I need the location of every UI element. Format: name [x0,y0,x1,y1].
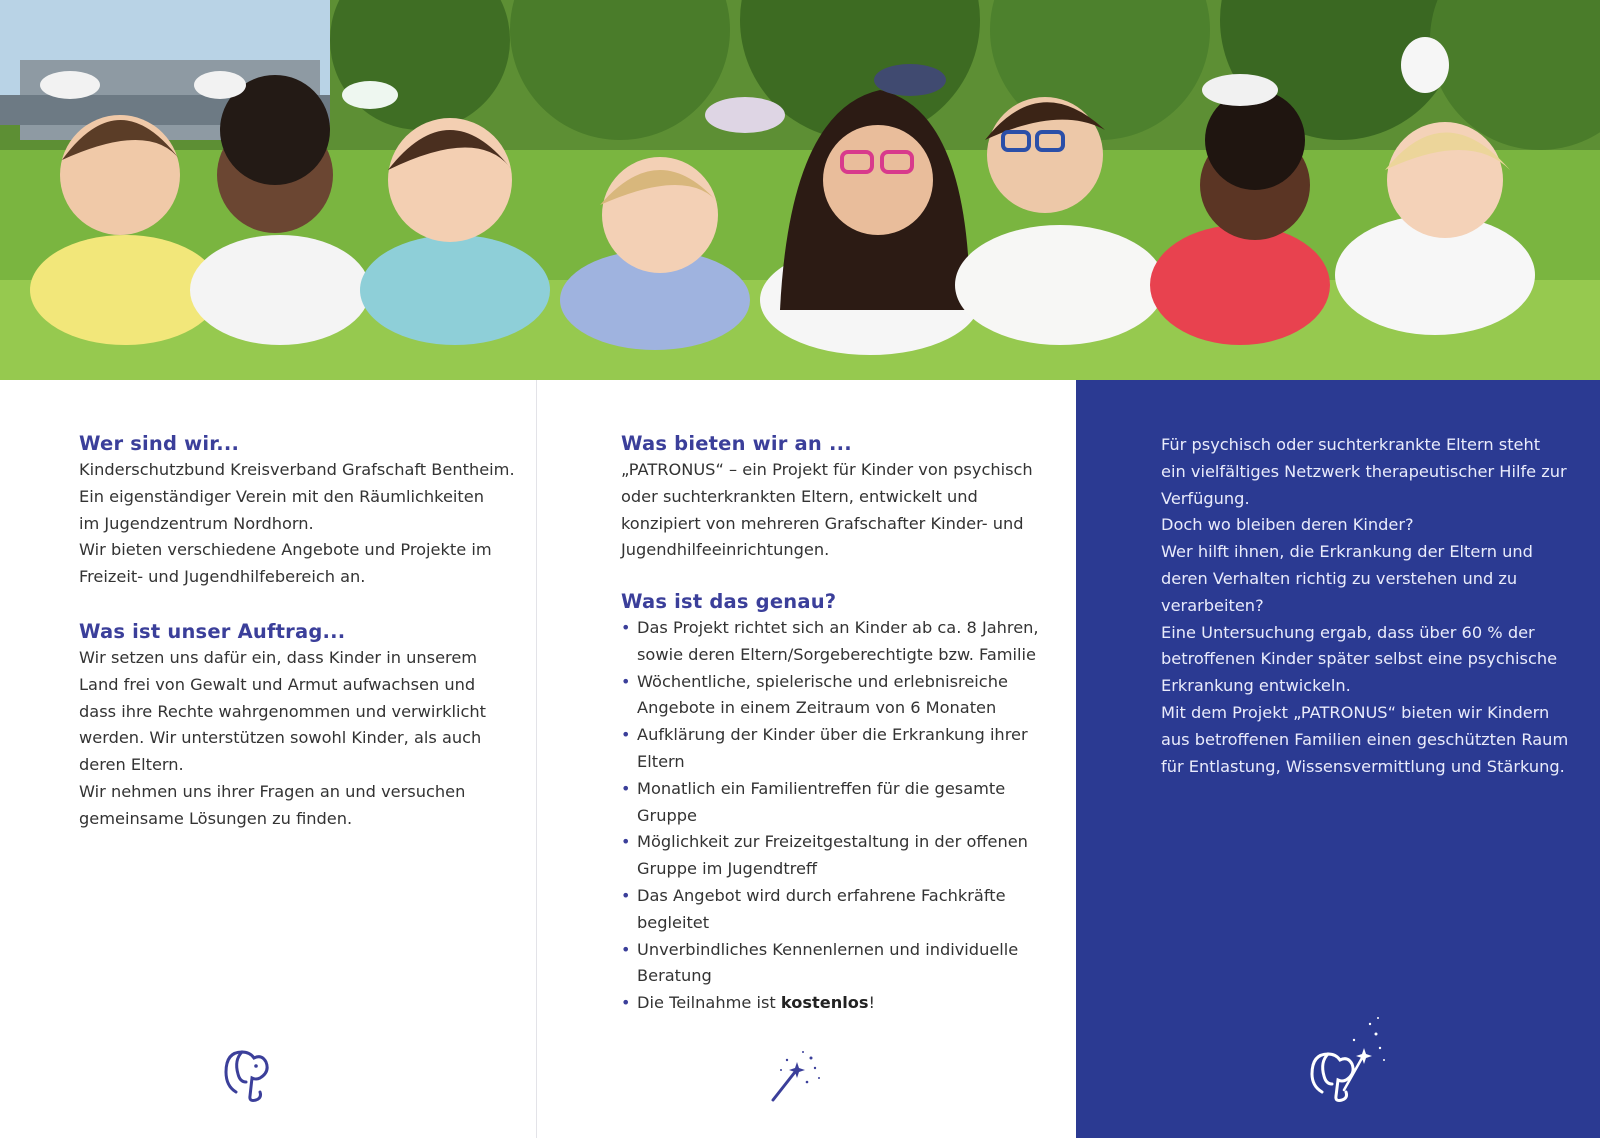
list-item: • Möglichkeit zur Freizeitgestaltung in der offenen Gruppe im Jugendtreff [621,829,1051,883]
section-our-mission [79,620,519,833]
list-item: • Das Angebot wird durch erfahrene Fachkräfte begleitet [621,883,1051,937]
free-emphasis: kostenlos [780,993,869,1013]
section-what-we-offer [621,432,1051,564]
bullet-icon: • [621,778,631,798]
list-item: • Aufklärung der Kinder über die Erkrankung ihrer Eltern [621,722,1051,776]
children-on-grass-illustration [0,0,1600,380]
left-panel [0,380,536,1138]
heading-who-we-are: Wer sind wir... [79,432,240,455]
text-background: Für psychisch oder suchterkrankte Eltern steht ein vielfältiges Netzwerk therapeutischer Hilfe zur Verfügung. Doch wo bleiben deren Kinder? Wer hilft ihnen, die Erkrankung der Eltern und deren Verhalten richtig zu verstehen und zu verarbeiten? Eine Untersuchung ergab, dass über 60 % der betroffenen Kinder später selbst eine psychische Erkrankung entwickeln. Mit dem Projekt „PATRONUS“ bieten wir Kindern aus betroffenen Familien einen geschützten Raum für Entlastung, Wissensvermittlung und Stärkung. [1161,435,1569,776]
list-item-free: • Die Teilnahme ist kostenlos! [621,990,1051,1017]
list-item: • Das Projekt richtet sich an Kinder ab ca. 8 Jahren, sowie deren Eltern/Sorgeberechtigte bzw. Familie [621,615,1051,669]
text-who-we-are: Kinderschutzbund Kreisverband Grafschaft Bentheim. Ein eigenständiger Verein mit den Räumlichkeiten im Jugendzentrum Nordhorn. Wir bieten verschiedene Angebote und Projekte im Freizeit- und Jugendhilfebereich an. [79,460,515,587]
heading-what-exactly: Was ist das genau? [621,590,837,613]
bullet-icon: • [621,832,631,852]
text-our-mission: Wir setzen uns dafür ein, dass Kinder in unserem Land frei von Gewalt und Armut aufwachsen und dass ihre Rechte wahrgenommen und verwirklicht werden. Wir unterstützen sowohl Kinder, als auch deren Eltern. Wir nehmen uns ihrer Fragen an und versuchen gemeinsame Lösungen zu finden. [79,648,486,828]
list-item: • Unverbindliches Kennenlernen und individuelle Beratung [621,937,1051,991]
bullet-icon: • [621,618,631,637]
list-item: • Monatlich ein Familientreffen für die gesamte Gruppe [621,776,1051,830]
feature-list [621,615,1051,1017]
text-what-we-offer: „PATRONUS“ – ein Projekt für Kinder von psychisch oder suchterkrankten Eltern, entwickelt und konzipiert von mehreren Grafschafter Kinder- und Jugendhilfeeinrichtungen. [621,460,1033,560]
list-item: • Wöchentliche, spielerische und erlebnisreiche Angebote in einem Zeitraum von 6 Monaten [621,669,1051,723]
right-panel [1076,380,1600,1138]
elephant-with-wand-icon [1304,1014,1388,1106]
magic-wand-icon [763,1046,827,1106]
bullet-icon: • [621,671,631,691]
bullet-icon: • [621,993,631,1013]
section-what-exactly [621,590,1051,1017]
elephant-icon [216,1046,274,1106]
heading-our-mission: Was ist unser Auftrag... [79,620,346,643]
section-who-we-are [79,432,519,591]
middle-panel [536,380,1077,1138]
section-background [1161,432,1581,780]
heading-what-we-offer: Was bieten wir an ... [621,432,852,455]
bullet-icon: • [621,885,631,905]
bullet-icon: • [621,939,631,959]
bullet-icon: • [621,725,631,745]
header-photo [0,0,1600,380]
